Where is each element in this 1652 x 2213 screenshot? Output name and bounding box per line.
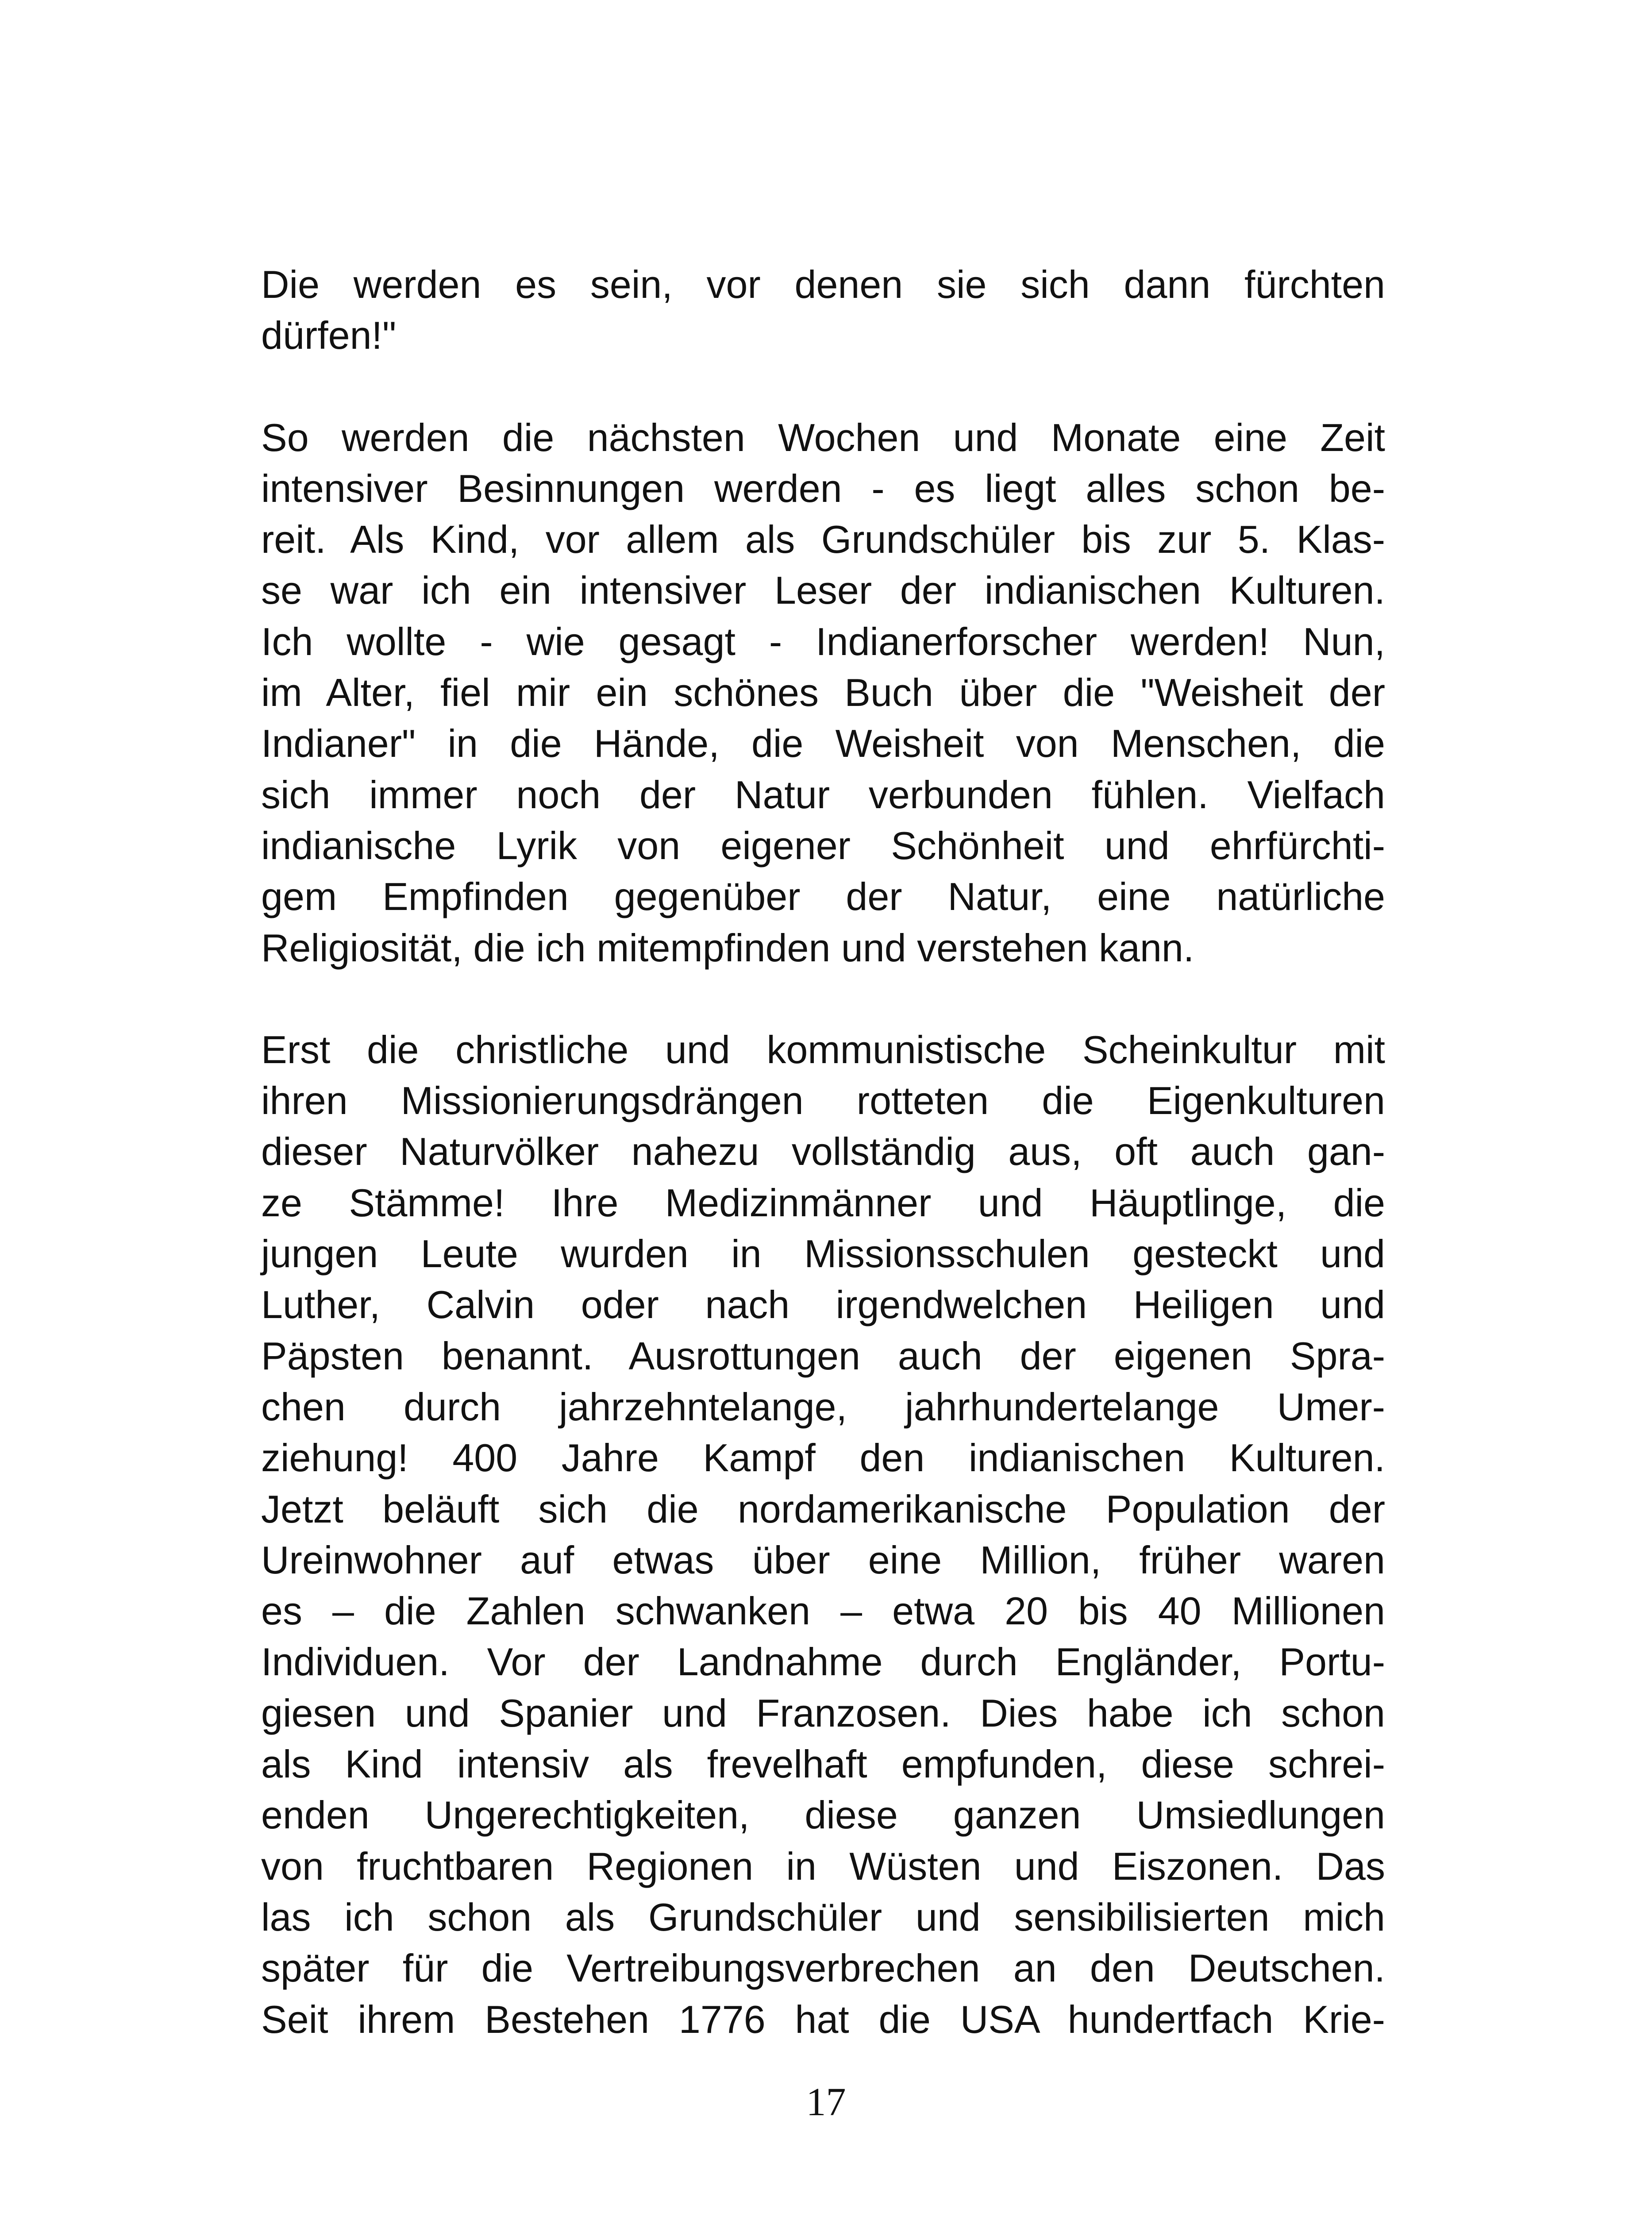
text-line: Individuen. Vor der Landnahme durch Engländer, Portu- (261, 1640, 1385, 1684)
text-line: Religiosität, die ich mitempfinden und verstehen kann. (261, 925, 1194, 970)
text-line: Indianer" in die Hände, die Weisheit von Menschen, die (261, 721, 1385, 766)
text-line: So werden die nächsten Wochen und Monate eine Zeit (261, 415, 1385, 459)
text-line: Erst die christliche und kommunistische Scheinkultur mit (261, 1027, 1385, 1072)
text-line: reit. Als Kind, vor allem als Grundschüler bis zur 5. Klas- (261, 517, 1385, 562)
text-line: Ich wollte - wie gesagt - Indianerforscher werden! Nun, (261, 619, 1385, 663)
paragraph-3 (261, 1024, 1385, 2045)
text-line: dieser Naturvölker nahezu vollständig aus, oft auch gan- (261, 1130, 1385, 1174)
text-line: gem Empfinden gegenüber der Natur, eine natürliche (261, 875, 1385, 919)
text-line: Jetzt beläuft sich die nordamerikanische Population der (261, 1487, 1385, 1531)
text-line: als Kind intensiv als frevelhaft empfunden, diese schrei- (261, 1742, 1385, 1786)
text-line: es – die Zahlen schwanken – etwa 20 bis 40 Millionen (261, 1589, 1385, 1633)
paragraph-2 (261, 412, 1385, 973)
text-line: dürfen!" (261, 313, 397, 358)
text-line: las ich schon als Grundschüler und sensibilisierten mich (261, 1895, 1385, 1939)
text-line: enden Ungerechtigkeiten, diese ganzen Umsiedlungen (261, 1793, 1385, 1837)
text-line: Luther, Calvin oder nach irgendwelchen Heiligen und (261, 1283, 1385, 1327)
text-line: im Alter, fiel mir ein schönes Buch über die "Weisheit der (261, 671, 1385, 715)
text-line: Seit ihrem Bestehen 1776 hat die USA hundertfach Krie- (261, 1997, 1385, 2041)
text-line: von fruchtbaren Regionen in Wüsten und Eiszonen. Das (261, 1844, 1385, 1888)
text-line: Ureinwohner auf etwas über eine Million, früher waren (261, 1538, 1385, 1582)
text-line: später für die Vertreibungsverbrechen an den Deutschen. (261, 1946, 1385, 1990)
page-number: 17 (806, 2080, 846, 2124)
paragraph-1 (261, 259, 1385, 361)
text-line: ziehung! 400 Jahre Kampf den indianischen Kulturen. (261, 1436, 1385, 1480)
text-line: indianische Lyrik von eigener Schönheit und ehrfürchti- (261, 823, 1385, 867)
text-line: Die werden es sein, vor denen sie sich dann fürchten (261, 262, 1385, 306)
text-line: chen durch jahrzehntelange, jahrhundertelange Umer- (261, 1384, 1385, 1429)
text-line: se war ich ein intensiver Leser der indianischen Kulturen. (261, 568, 1385, 613)
body-text (261, 259, 1385, 2045)
text-line: jungen Leute wurden in Missionsschulen gesteckt und (261, 1232, 1385, 1276)
text-line: intensiver Besinnungen werden - es liegt alles schon be- (261, 466, 1385, 510)
text-line: sich immer noch der Natur verbunden fühlen. Vielfach (261, 772, 1385, 817)
text-line: Päpsten benannt. Ausrottungen auch der eigenen Spra- (261, 1334, 1385, 1378)
text-line: giesen und Spanier und Franzosen. Dies habe ich schon (261, 1691, 1385, 1735)
text-line: ihren Missionierungsdrängen rotteten die Eigenkulturen (261, 1079, 1385, 1123)
text-line: ze Stämme! Ihre Medizinmänner und Häuptlinge, die (261, 1180, 1385, 1225)
